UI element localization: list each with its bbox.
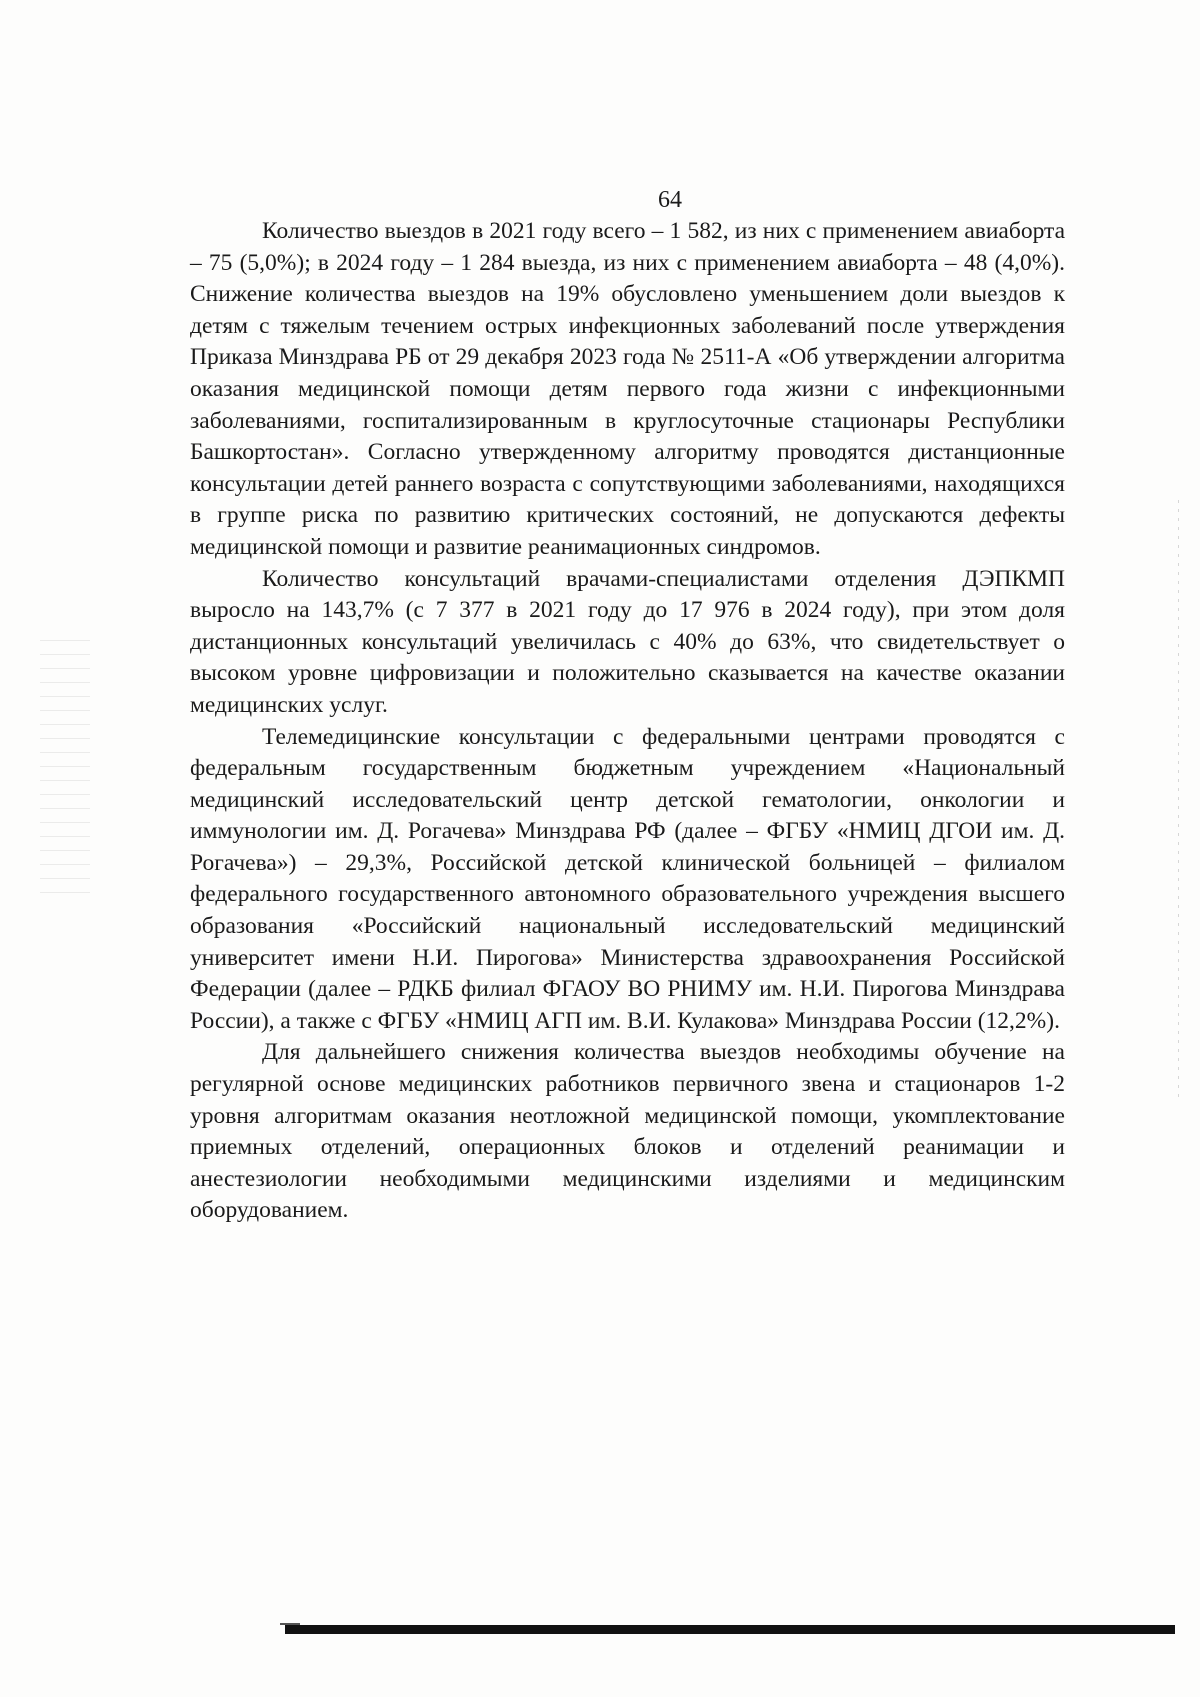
scan-artifact-left — [40, 640, 90, 900]
page-number: 64 — [658, 187, 682, 213]
paragraph-departures: Количество выездов в 2021 году всего – 1 582, из них с применением авиаборта – 75 (5,0%); в 2024 году – 1 284 выезда, из них с применением авиаборта – 48 (4,0%). Снижение количества выездов на 19% обусловлено уменьшением доли выездов к детям с тяжелым течением острых инфекционных заболеваний после утверждения Приказа Минздрава РБ от 29 декабря 2023 года № 2511-А «Об утверждении алгоритма оказания медицинской помощи детям первого года жизни с инфекционными заболеваниями, госпитализированным в круглосуточные стационары Республики Башкортостан». Согласно утвержденному алгоритму проводятся дистанционные консультации детей раннего возраста с сопутствующими заболеваниями, находящихся в группе риска по развитию критических состояний, не допускаются дефекты медицинской помощи и развитие реанимационных синдромов. — [190, 218, 1065, 560]
scan-artifact-right — [1178, 500, 1179, 1100]
paragraph-further-measures: Для дальнейшего снижения количества выездов необходимы обучение на регулярной основе медицинских работников первичного звена и стационаров 1-2 уровня алгоритмам оказания неотложной медицинской помощи, укомплектование приемных отделений, операционных блоков и отделений реанимации и анестезиологии необходимыми медицинскими изделиями и медицинским оборудованием. — [190, 1039, 1065, 1224]
footer-rule — [285, 1625, 1175, 1634]
paragraph-telemedicine: Телемедицинские консультации с федеральными центрами проводятся с федеральным государственным бюджетным учреждением «Национальный медицинский исследовательский центр детской гематологии, онкологии и иммунологии им. Д. Рогачева» Минздрава РФ (далее – ФГБУ «НМИЦ ДГОИ им. Д. Рогачева») – 29,3%, Российской детской клинической больницей – филиалом федерального государственного автономного образовательного учреждения высшего образования «Российский национальный исследовательский медицинский университет имени Н.И. Пирогова» Министерства здравоохранения Российской Федерации (далее – РДКБ филиал ФГАОУ ВО РНИМУ им. Н.И. Пирогова Минздрава России), а также с ФГБУ «НМИЦ АГП им. В.И. Кулакова» Минздрава России (12,2%). — [190, 723, 1065, 1034]
paragraph-consultations: Количество консультаций врачами-специалистами отделения ДЭПКМП выросло на 143,7% (с 7 377 в 2021 году до 17 976 в 2024 году), при этом доля дистанционных консультаций увеличилась с 40% до 63%, что свидетельствует о высоком уровне цифровизации и положительно сказывается на качестве оказании медицинских услуг. — [190, 565, 1065, 718]
body-text — [190, 216, 1065, 1227]
